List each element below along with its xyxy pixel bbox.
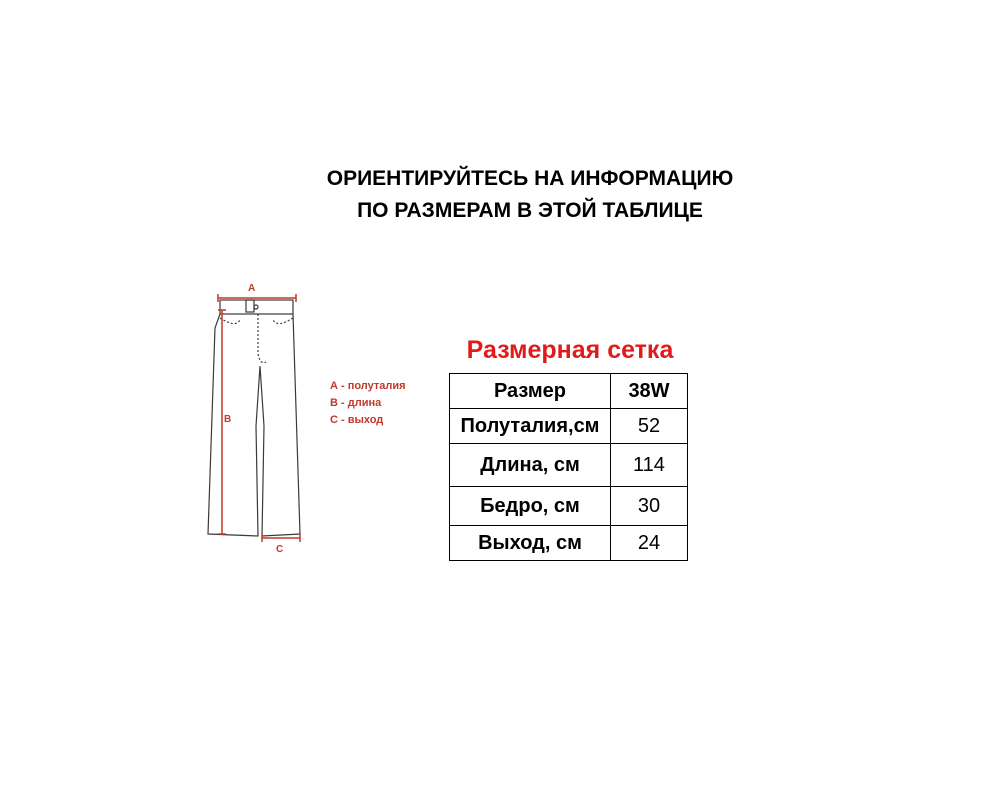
- row-value: 52: [611, 409, 688, 444]
- page-heading: [230, 163, 830, 227]
- row-label: Размер: [450, 374, 611, 409]
- heading-line-2: ПО РАЗМЕРАМ В ЭТОЙ ТАБЛИЦЕ: [357, 199, 703, 222]
- table-row: [450, 526, 688, 561]
- legend-item-c: С - выход: [330, 414, 384, 426]
- row-value: 38W: [611, 374, 688, 409]
- row-label: Длина, см: [450, 444, 611, 487]
- marker-a: A: [248, 283, 256, 294]
- row-label: Бедро, см: [450, 487, 611, 526]
- row-value: 30: [611, 487, 688, 526]
- size-table: [449, 373, 688, 561]
- diagram-legend: [330, 378, 406, 429]
- legend-item-b: В - длина: [330, 397, 382, 409]
- marker-c: C: [276, 544, 284, 555]
- table-row: [450, 444, 688, 487]
- heading-line-1: ОРИЕНТИРУЙТЕСЬ НА ИНФОРМАЦИЮ: [326, 167, 734, 190]
- row-value: 24: [611, 526, 688, 561]
- table-row: [450, 374, 688, 409]
- legend-item-a: А - полуталия: [330, 380, 406, 392]
- row-value: 114: [611, 444, 688, 487]
- table-row: [450, 409, 688, 444]
- table-title: Размерная сетка: [466, 336, 674, 364]
- row-label: Полуталия,см: [450, 409, 611, 444]
- marker-b: B: [224, 414, 232, 425]
- row-label: Выход, см: [450, 526, 611, 561]
- table-row: [450, 487, 688, 526]
